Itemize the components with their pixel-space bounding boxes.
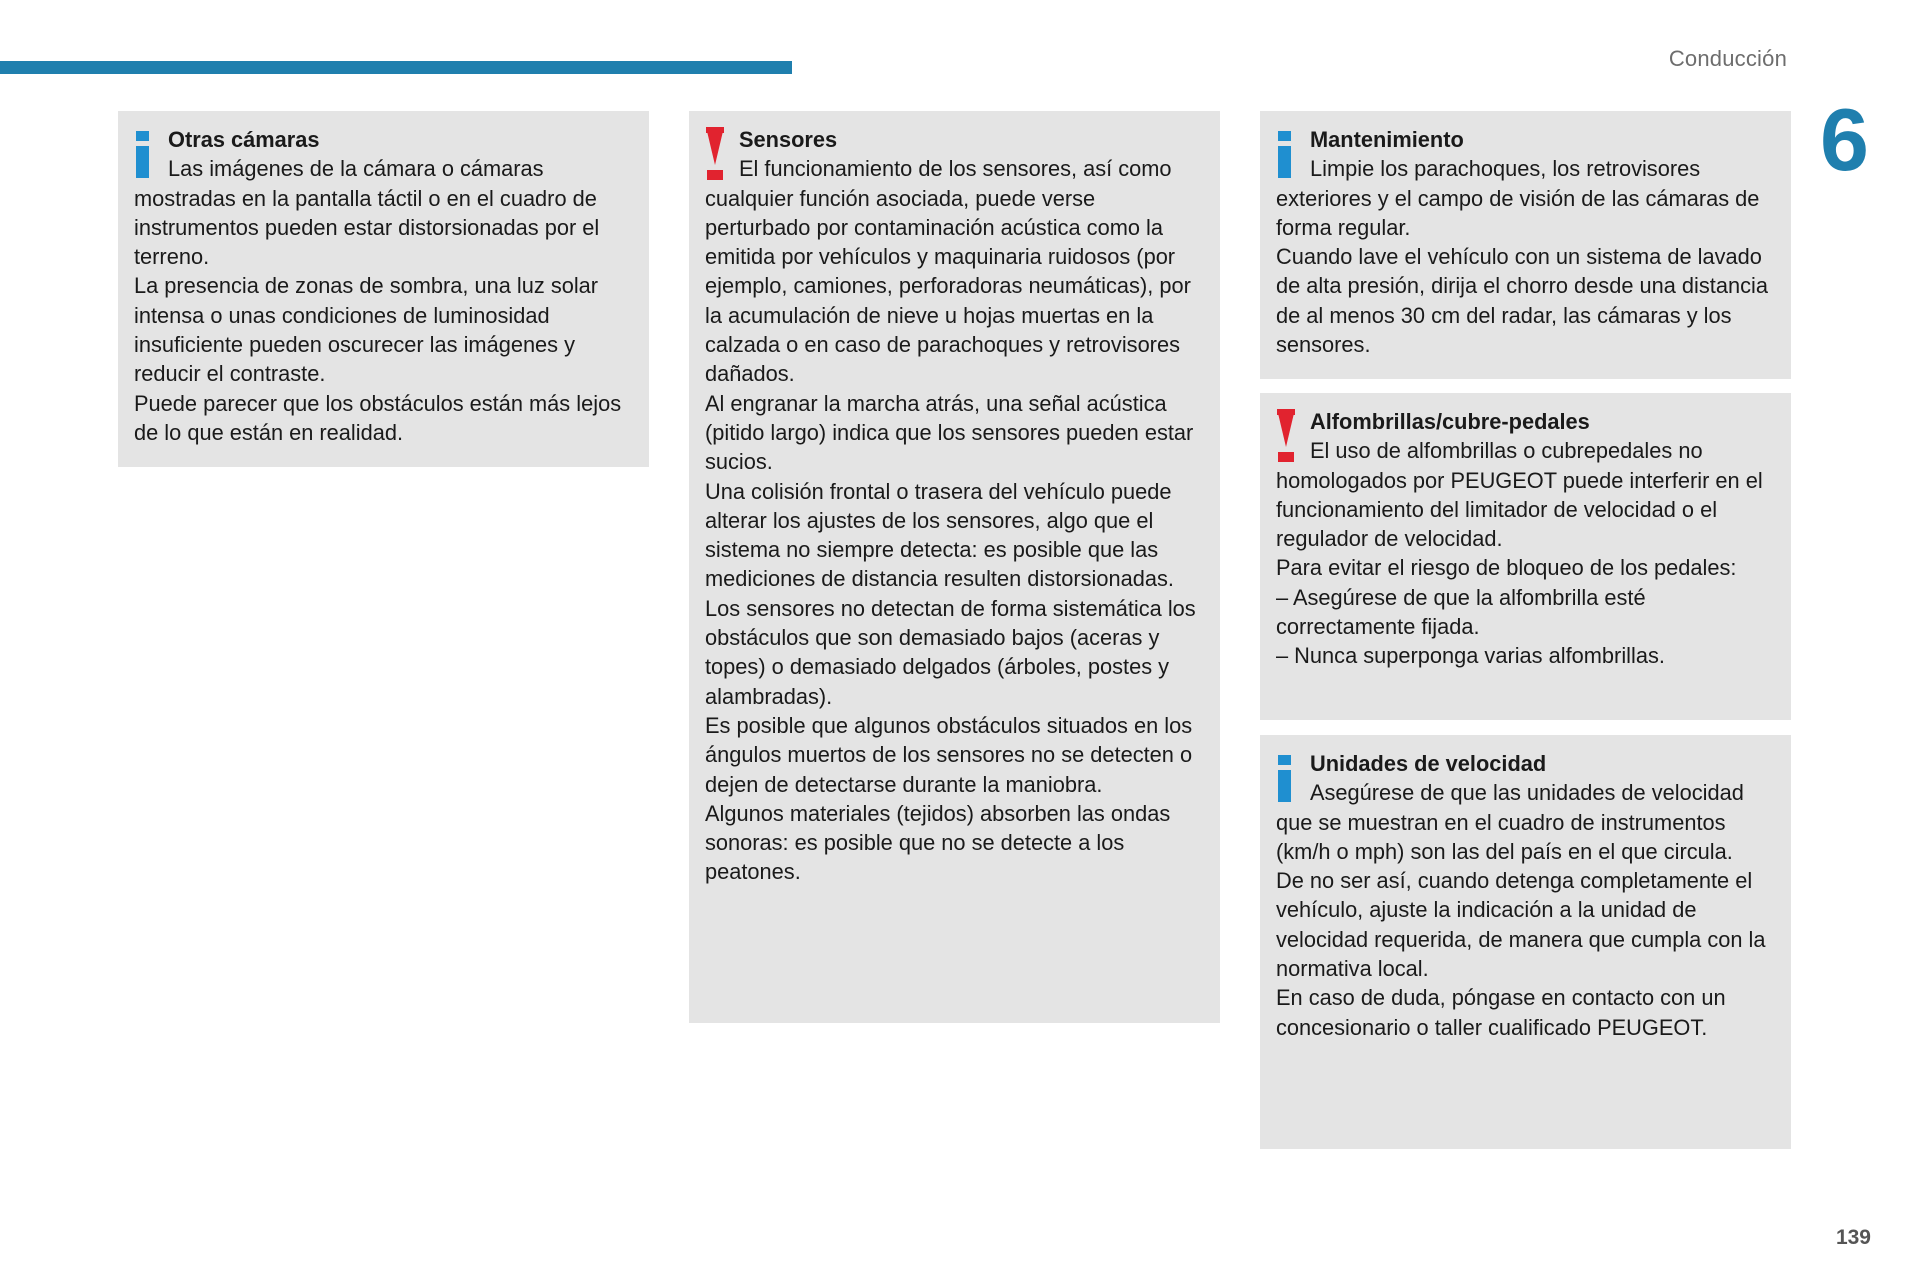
box-paragraph: Los sensores no detectan de forma sistemática los obstáculos que son demasiado bajos (aceras y topes) o demasiado delgados (árboles, postes y alambradas).	[705, 595, 1196, 709]
box-paragraph: Limpie los parachoques, los retrovisores exteriores y el campo de visión de las cámaras de forma regular.	[1276, 156, 1760, 240]
box-paragraph: Cuando lave el vehículo con un sistema de lavado de alta presión, dirija el chorro desde una distancia de al menos 30 cm del radar, las cámaras y los sensores.	[1276, 244, 1768, 358]
box-paragraph: – Nunca superponga varias alfombrillas.	[1276, 643, 1665, 669]
box-paragraph: La presencia de zonas de sombra, una luz solar intensa o unas condiciones de luminosidad insuficiente pueden oscurecer las imágenes y reducir el contraste.	[134, 273, 599, 387]
info-box-otras-camaras	[118, 111, 649, 467]
box-paragraph: – Asegúrese de que la alfombrilla esté correctamente fijada.	[1276, 584, 1646, 640]
box-paragraph: De no ser así, cuando detenga completamente el vehículo, ajuste la indicación a la unidad de velocidad requerida, de manera que cumpla con la normativa local.	[1276, 868, 1766, 982]
warning-box-alfombrillas	[1260, 393, 1791, 720]
box-paragraph: Al engranar la marcha atrás, una señal acústica (pitido largo) indica que los sensores pueden estar sucios.	[705, 390, 1194, 475]
header-accent-bar	[0, 61, 792, 74]
box-paragraph: El funcionamiento de los sensores, así como cualquier función asociada, puede verse perturbado por contaminación acústica como la emitida por vehículos y maquinaria ruidosos (por ejemplo, camiones, perforadoras neumáticas), por la acumulación de nieve u hojas muertas en la calzada o en caso de parachoques y retrovisores dañados.	[705, 156, 1191, 387]
box-title: Sensores	[739, 127, 838, 152]
box-paragraph: Algunos materiales (tejidos) absorben las ondas sonoras: es posible que no se detecte a los peatones.	[705, 800, 1171, 885]
section-title: Conducción	[1668, 46, 1787, 71]
box-paragraph: Asegúrese de que las unidades de velocidad que se muestran en el cuadro de instrumentos (km/h o mph) son las del país en el que circula.	[1276, 780, 1744, 864]
info-box-mantenimiento	[1260, 111, 1791, 379]
chapter-number: 6	[1820, 90, 1869, 189]
box-paragraph: Es posible que algunos obstáculos situados en los ángulos muertos de los sensores no se detecten o dejen de detectarse durante la maniobra.	[705, 712, 1193, 797]
box-title: Mantenimiento	[1310, 127, 1464, 152]
info-icon	[1276, 749, 1310, 807]
box-title: Otras cámaras	[168, 127, 320, 152]
info-icon	[134, 125, 168, 183]
info-icon	[1276, 125, 1310, 183]
warning-icon	[1276, 407, 1310, 465]
page-number: 139	[1835, 1226, 1871, 1249]
box-paragraph: Para evitar el riesgo de bloqueo de los pedales:	[1276, 555, 1737, 581]
warning-box-sensores	[689, 111, 1220, 1023]
box-paragraph: Una colisión frontal o trasera del vehículo puede alterar los ajustes de los sensores, algo que el sistema no siempre detecta: es posible que las mediciones de distancia resulten distorsionadas.	[705, 478, 1174, 592]
box-title: Unidades de velocidad	[1310, 751, 1547, 776]
box-paragraph: Puede parecer que los obstáculos están más lejos de lo que están en realidad.	[134, 390, 622, 445]
box-paragraph: Las imágenes de la cámara o cámaras mostradas en la pantalla táctil o en el cuadro de instrumentos pueden estar distorsionadas por el terreno.	[134, 156, 600, 270]
info-box-unidades-velocidad	[1260, 735, 1791, 1149]
box-paragraph: El uso de alfombrillas o cubrepedales no homologados por PEUGEOT puede interferir en el funcionamiento del limitador de velocidad o el regulador de velocidad.	[1276, 438, 1763, 552]
box-paragraph: En caso de duda, póngase en contacto con un concesionario o taller cualificado PEUGEOT.	[1276, 985, 1726, 1040]
warning-icon	[705, 125, 739, 183]
box-title: Alfombrillas/cubre-pedales	[1310, 409, 1590, 434]
